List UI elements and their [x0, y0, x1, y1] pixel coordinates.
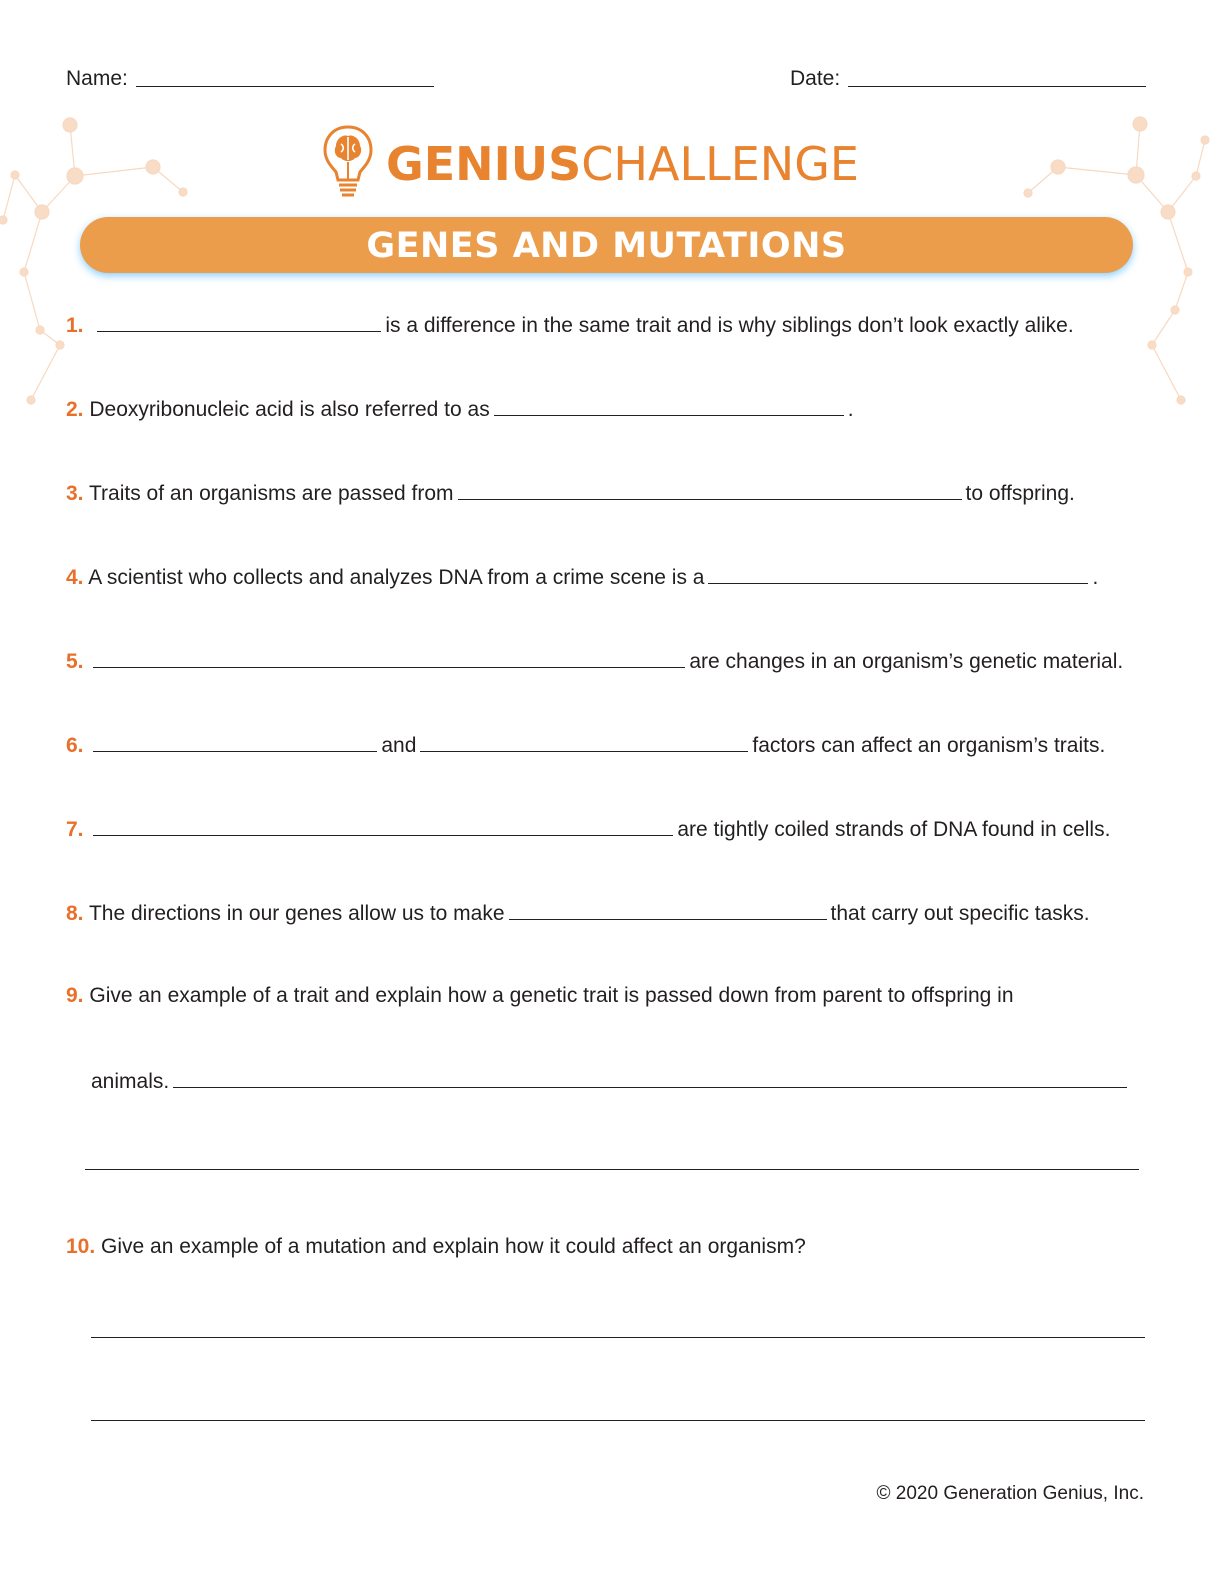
question-number: 4.	[66, 566, 84, 589]
answer-blank[interactable]	[494, 395, 844, 416]
logo-word-challenge: CHALLENGE	[581, 137, 859, 191]
date-label: Date:	[790, 67, 841, 90]
question-number: 2.	[66, 398, 84, 421]
date-field[interactable]	[848, 86, 1146, 87]
question-text: is a difference in the same trait and is why siblings don’t look exactly alike.	[385, 314, 1074, 337]
question-9-continuation	[91, 1067, 1131, 1095]
answer-blank[interactable]	[509, 899, 827, 920]
answer-blank[interactable]	[93, 815, 673, 836]
worksheet-title: GENES AND MUTATIONS	[366, 226, 847, 266]
question-text: Traits of an organisms are passed from	[88, 482, 454, 505]
name-field[interactable]	[136, 86, 434, 87]
question-2	[66, 395, 854, 423]
question-number: 6.	[66, 734, 84, 757]
question-number: 3.	[66, 482, 84, 505]
answer-line[interactable]	[91, 1420, 1145, 1421]
question-text: A scientist who collects and analyzes DNA from a crime scene is a	[88, 566, 705, 589]
question-text: The directions in our genes allow us to make	[88, 902, 505, 925]
answer-blank[interactable]	[173, 1067, 1127, 1088]
question-text-end: .	[847, 398, 854, 421]
question-text: are tightly coiled strands of DNA found in cells.	[677, 818, 1111, 841]
logo	[322, 124, 374, 207]
question-text: Deoxyribonucleic acid is also referred to as	[89, 398, 490, 421]
answer-blank[interactable]	[458, 479, 962, 500]
question-10	[66, 1234, 806, 1260]
question-8	[66, 899, 1090, 927]
question-text: Give an example of a trait and explain how a genetic trait is passed down from parent to offspring in	[89, 984, 1014, 1007]
question-3	[66, 479, 1075, 507]
question-5	[66, 647, 1123, 675]
lightbulb-brain-icon	[322, 124, 374, 202]
question-text-end: factors can affect an organism’s traits.	[752, 734, 1106, 757]
answer-blank[interactable]	[93, 731, 377, 752]
question-text-end: to offspring.	[965, 482, 1075, 505]
question-number: 10.	[66, 1235, 96, 1258]
question-text-end: that carry out specific tasks.	[830, 902, 1090, 925]
question-7	[66, 815, 1110, 843]
question-text: and	[381, 734, 417, 757]
question-text: animals.	[91, 1070, 170, 1093]
question-number: 7.	[66, 818, 84, 841]
answer-line[interactable]	[91, 1337, 1145, 1338]
title-banner	[80, 217, 1133, 273]
answer-line[interactable]	[85, 1169, 1139, 1170]
question-4	[66, 563, 1098, 591]
answer-blank[interactable]	[93, 647, 685, 668]
question-text-end: .	[1092, 566, 1099, 589]
question-number: 9.	[66, 984, 84, 1007]
name-label: Name:	[66, 67, 128, 90]
question-number: 8.	[66, 902, 84, 925]
question-text: Give an example of a mutation and explain how it could affect an organism?	[101, 1235, 806, 1258]
logo-wordmark	[386, 139, 859, 189]
logo-word-genius: GENIUS	[386, 137, 582, 191]
answer-blank[interactable]	[97, 311, 381, 332]
answer-blank[interactable]	[420, 731, 748, 752]
question-number: 5.	[66, 650, 84, 673]
question-text: are changes in an organism’s genetic material.	[689, 650, 1124, 673]
question-9	[66, 983, 1014, 1009]
question-number: 1.	[66, 314, 84, 337]
copyright: © 2020 Generation Genius, Inc.	[876, 1483, 1144, 1504]
question-6	[66, 731, 1105, 759]
question-1	[66, 311, 1074, 339]
answer-blank[interactable]	[708, 563, 1088, 584]
